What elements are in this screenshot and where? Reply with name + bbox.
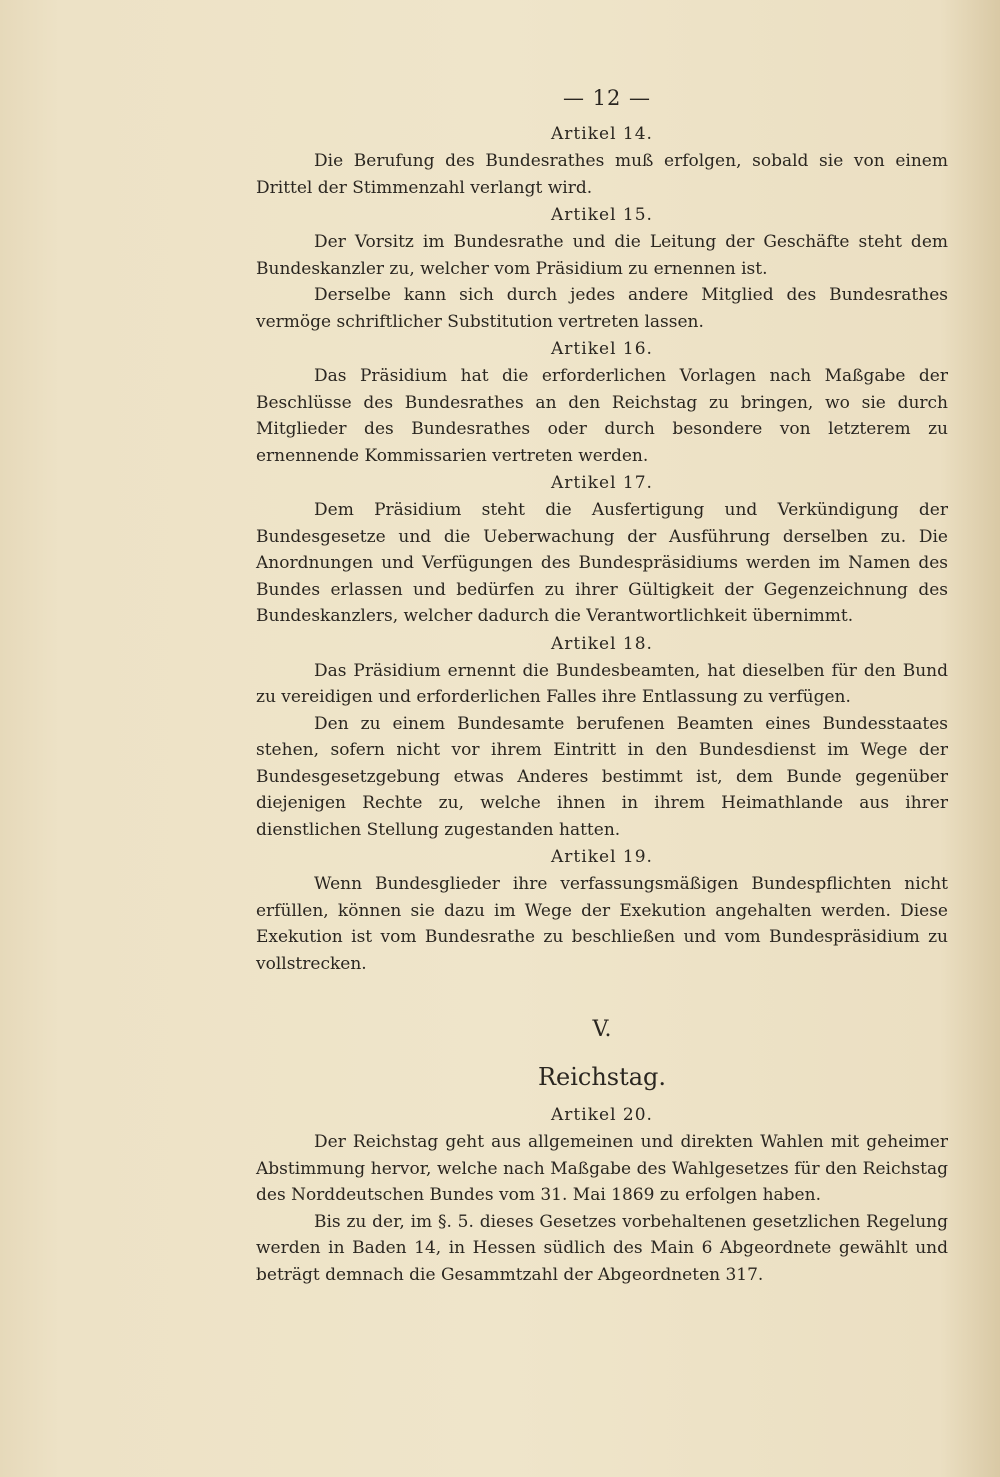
article-20 xyxy=(256,1101,948,1288)
article-15 xyxy=(256,201,948,335)
paragraph: Die Berufung des Bundesrathes muß erfolgen, sobald sie von einem Drittel der Stimmenzahl verlangt wird. xyxy=(256,151,948,198)
article-heading: Artikel 17. xyxy=(551,473,653,493)
article-heading: Artikel 14. xyxy=(551,124,653,144)
article-17 xyxy=(256,469,948,630)
paragraph: Wenn Bundesglieder ihre verfassungsmäßigen Bundespflichten nicht erfüllen, können sie dazu im Wege der Exekution angehalten werden. Diese Exekution ist vom Bundesrathe zu beschließen und vom Bundespräsidium zu vollstrecken. xyxy=(256,874,948,974)
article-14 xyxy=(256,120,948,201)
paragraph: Bis zu der, im §. 5. dieses Gesetzes vorbehaltenen gesetzlichen Regelung werden in Baden 14, in Hessen südlich des Main 6 Abgeordnete gewählt und beträgt demnach die Gesammtzahl der Abgeordneten 317. xyxy=(256,1211,948,1285)
article-heading: Artikel 18. xyxy=(551,633,653,654)
paragraph: Der Reichstag geht aus allgemeinen und direkten Wahlen mit geheimer Abstimmung hervor, welche nach Maßgabe des Wahlgesetzes für den Reichstag des Norddeutschen Bundes vom 31. Mai 1869 zu erfolgen haben. xyxy=(256,1132,948,1205)
article-heading: Artikel 19. xyxy=(551,847,653,867)
article-heading: Artikel 20. xyxy=(551,1105,653,1125)
paragraph: Dem Präsidium steht die Ausfertigung und Verkündigung der Bundesgesetze und die Ueberwachung der Ausführung derselben zu. Die Anordnungen und Verfügungen des Bundespräsidiums werden im Namen des Bundes erlassen und bedürfen zu ihrer Gültigkeit der Gegenzeichnung des Bundeskanzlers, welcher dadurch die Verantwortlichkeit übernimmt. xyxy=(256,500,948,626)
paragraph: Derselbe kann sich durch jedes andere Mitglied des Bundesrathes vermöge schriftlicher Substitution vertreten lassen. xyxy=(256,285,948,332)
article-16 xyxy=(256,335,948,469)
paragraph: Der Vorsitz im Bundesrathe und die Leitung der Geschäfte steht dem Bundeskanzler zu, welcher vom Präsidium zu ernennen ist. xyxy=(256,232,948,279)
text-block xyxy=(256,86,948,1288)
article-19 xyxy=(256,843,948,977)
article-heading: Artikel 16. xyxy=(551,339,653,359)
paragraph: Das Präsidium hat die erforderlichen Vorlagen nach Maßgabe der Beschlüsse des Bundesrathes an den Reichstag zu bringen, wo sie durch Mitglieder des Bundesrathes oder durch besondere von letzterem zu ernennende Kommissarien vertreten werden. xyxy=(256,366,948,466)
article-heading: Artikel 15. xyxy=(551,205,653,225)
page-number: — 12 — xyxy=(562,86,652,110)
paragraph: Das Präsidium ernennt die Bundesbeamten, hat dieselben für den Bund zu vereidigen und erforderlichen Falles ihre Entlassung zu verfügen. xyxy=(256,660,948,707)
article-18 xyxy=(256,630,948,844)
section-number: V. xyxy=(592,1017,612,1042)
paragraph: Den zu einem Bundesamte berufenen Beamten eines Bundesstaates stehen, sofern nicht vor ihrem Eintritt in den Bundesdienst im Wege der Bundesgesetzgebung etwas Anderes bestimmt ist, dem Bunde gegenüber diejenigen Rechte zu, welche ihnen in ihrem Heimathlande aus ihrer dienstlichen Stellung zugestanden hatten. xyxy=(256,713,948,840)
section-title: Reichstag. xyxy=(537,1063,667,1091)
